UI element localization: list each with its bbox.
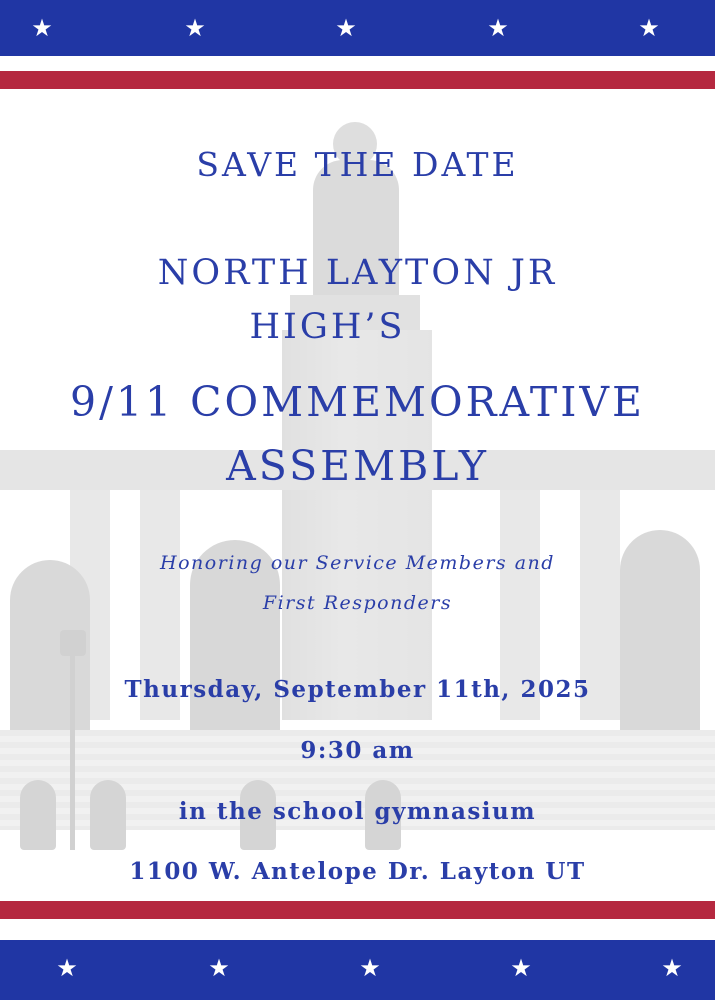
footer-red-stripe xyxy=(0,901,715,919)
star-icon: ★ xyxy=(184,14,206,42)
footer-blue-band xyxy=(0,940,715,1000)
star-icon: ★ xyxy=(335,14,357,42)
star-icon: ★ xyxy=(208,954,230,982)
honoring-subtitle-line-1: Honoring our Service Members and xyxy=(160,552,555,574)
event-title-line-1: 9/11 COMMEMORATIVE xyxy=(70,378,645,426)
star-icon: ★ xyxy=(510,954,532,982)
event-location: in the school gymnasium xyxy=(178,798,537,825)
event-time: 9:30 am xyxy=(300,737,415,764)
event-date: Thursday, September 11th, 2025 xyxy=(124,676,591,703)
memorial-background-photo xyxy=(0,90,715,900)
save-the-date-heading: SAVE THE DATE xyxy=(196,145,519,184)
star-icon: ★ xyxy=(661,954,683,982)
event-title-line-2: ASSEMBLY xyxy=(226,442,489,490)
star-icon: ★ xyxy=(487,14,509,42)
star-icon: ★ xyxy=(31,14,53,42)
event-address: 1100 W. Antelope Dr. Layton UT xyxy=(129,858,586,885)
honoring-subtitle-line-2: First Responders xyxy=(262,592,453,614)
header-blue-band xyxy=(0,0,715,56)
header-red-stripe xyxy=(0,71,715,89)
star-icon: ★ xyxy=(359,954,381,982)
star-icon: ★ xyxy=(56,954,78,982)
star-icon: ★ xyxy=(638,14,660,42)
school-name-line-2: HIGH’S xyxy=(249,307,406,347)
school-name-line-1: NORTH LAYTON JR xyxy=(157,253,558,293)
